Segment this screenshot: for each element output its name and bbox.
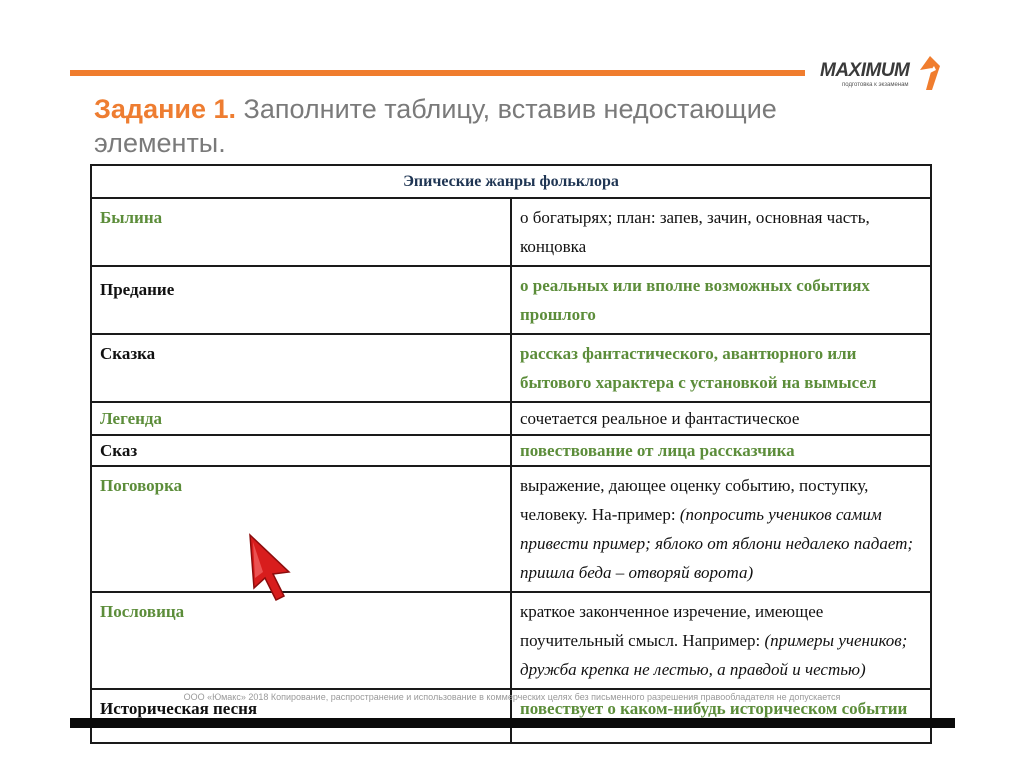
- description-cell: рассказ фантастического, авантюрного или бытового характера с установкой на вымысел: [511, 334, 931, 402]
- table-row: [91, 592, 931, 689]
- page-title: [94, 92, 854, 160]
- red-arrow-cursor-icon: [247, 532, 293, 604]
- genre-cell: Сказка: [91, 334, 511, 402]
- description-text: выражение, дающее оценку событию, поступку, человеку. На-пример:: [520, 476, 869, 524]
- genre-cell: Сказ: [91, 435, 511, 466]
- table-row: [91, 402, 931, 435]
- top-accent-line: [70, 70, 805, 76]
- example-text: (попросить учеников самим привести пример; яблоко от яблони недалеко падает; пришла беда – отворяй ворота): [520, 505, 914, 582]
- table-row: [91, 198, 931, 266]
- example-text: (примеры учеников; дружба крепка не лестью, а правдой и честью): [520, 631, 908, 679]
- table-row: [91, 334, 931, 402]
- genre-cell: Поговорка: [91, 466, 511, 592]
- genre-cell: Легенда: [91, 402, 511, 435]
- description-text: краткое законченное изречение, имеющее поучительный смысл. Например:: [520, 602, 824, 650]
- logo-tagline: подготовка к экзаменам: [842, 82, 909, 88]
- genre-cell: Историческая песня: [91, 689, 511, 743]
- maximum-logo: [820, 52, 950, 94]
- table-header: Эпические жанры фольклора: [91, 165, 931, 198]
- genre-cell: Предание: [91, 266, 511, 334]
- genre-cell: Пословица: [91, 592, 511, 689]
- task-text: Заполните таблицу, вставив недостающие элементы.: [94, 94, 777, 158]
- genre-cell: Былина: [91, 198, 511, 266]
- description-cell: сочетается реальное и фантастическое: [511, 402, 931, 435]
- description-cell: [511, 466, 931, 592]
- bottom-bar: [70, 718, 955, 728]
- logo-name: MAXIMUM: [820, 60, 910, 81]
- logo-mark-icon: [916, 52, 942, 92]
- table-row: [91, 435, 931, 466]
- table-row: [91, 466, 931, 592]
- description-cell: повествование от лица рассказчика: [511, 435, 931, 466]
- task-number: Задание 1.: [94, 94, 237, 124]
- table-header-row: [91, 165, 931, 198]
- table-row: [91, 266, 931, 334]
- genres-table: [90, 164, 932, 744]
- description-cell: повествует о каком-нибудь историческом событии: [511, 689, 931, 743]
- description-cell: о богатырях; план: запев, зачин, основная часть, концовка: [511, 198, 931, 266]
- description-cell: [511, 592, 931, 689]
- copyright-footer: ООО «Юмакс» 2018 Копирование, распространение и использование в коммерческих целях без письменного разрешения правообладателя не допускается: [183, 692, 841, 702]
- description-cell: о реальных или вполне возможных событиях прошлого: [511, 266, 931, 334]
